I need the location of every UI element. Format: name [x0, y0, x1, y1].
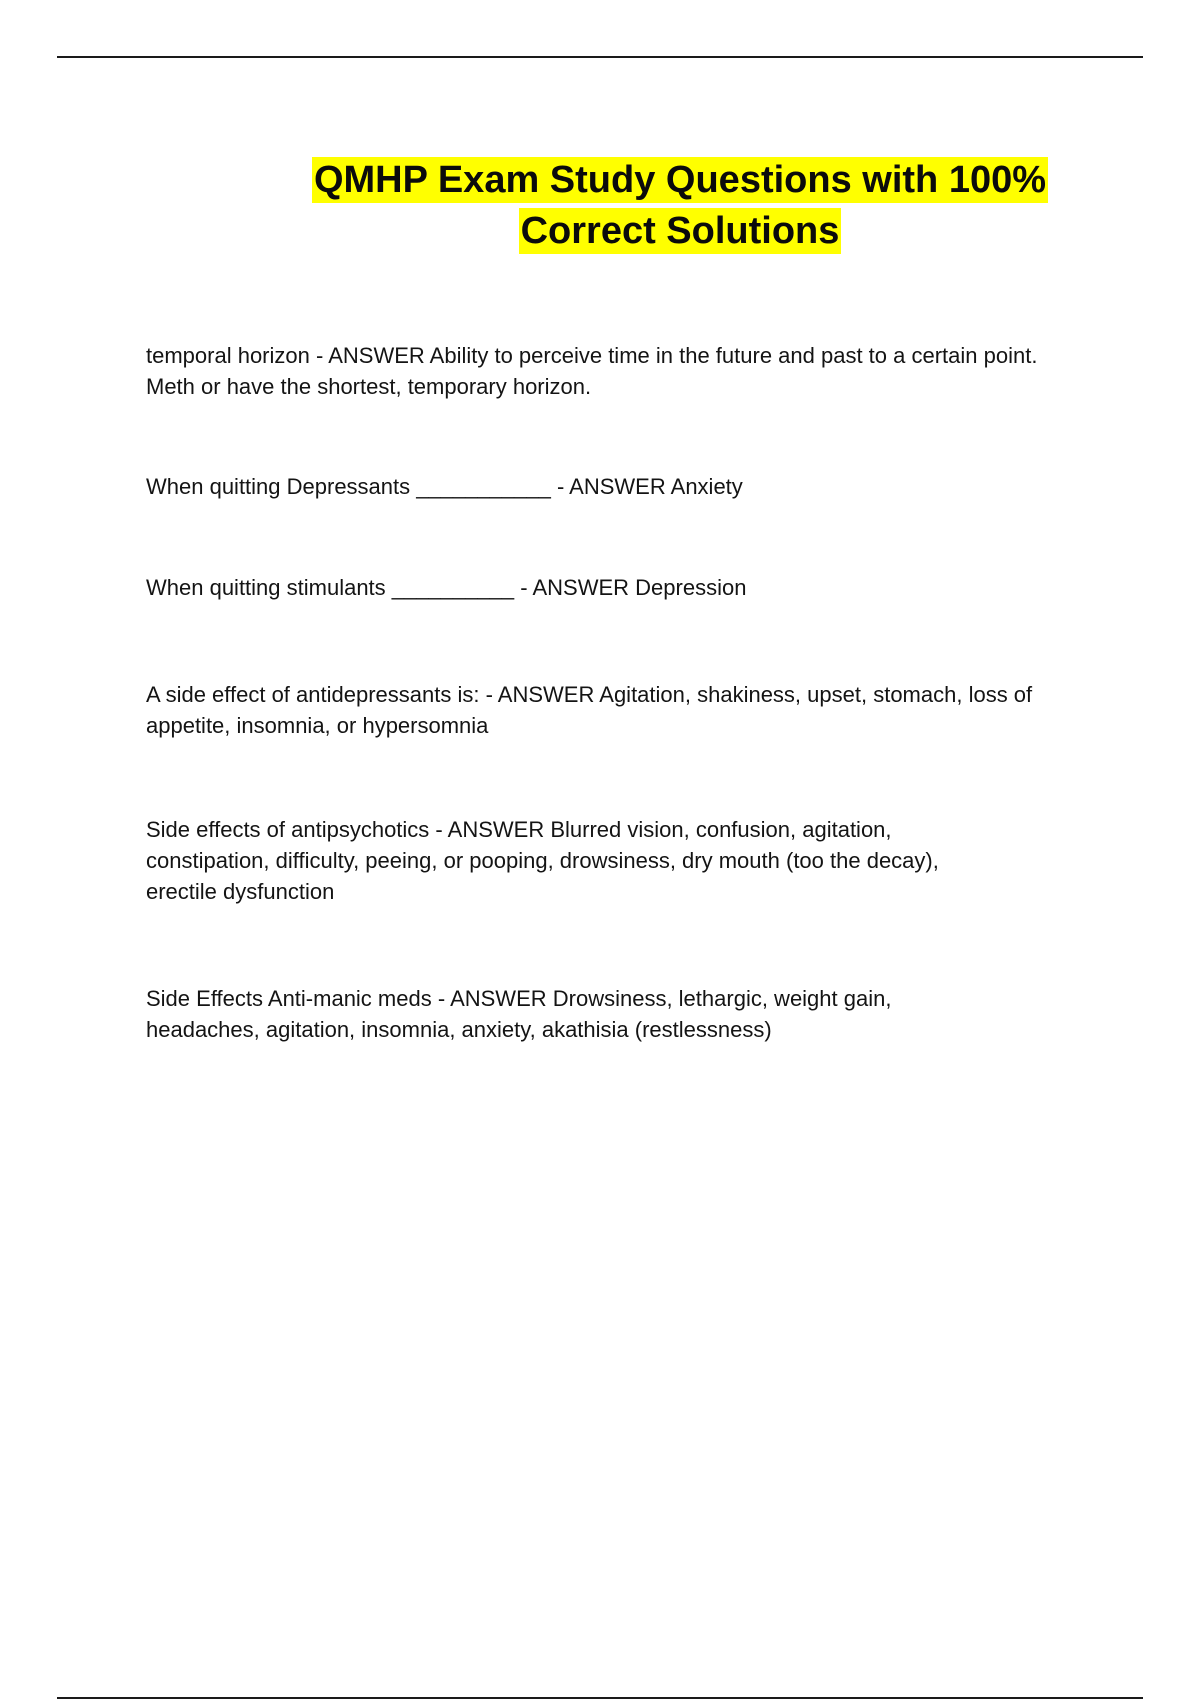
answer-marker: - ANSWER [431, 986, 553, 1011]
qa-item [146, 679, 1086, 741]
answer-text: Blurred vision, confusion, agitation, constipation, difficulty, peeing, or pooping, drowsiness, dry mouth (too the decay), erectile dysfunction [146, 817, 939, 904]
answer-text: Anxiety [670, 474, 743, 499]
answer-text: Ability to perceive time in the future and past to a certain point. Meth or have the shortest, temporary horizon. [146, 343, 1038, 399]
answer-text: Depression [635, 575, 747, 600]
answer-marker: - ANSWER [514, 575, 636, 600]
answer-text: Drowsiness, lethargic, weight gain, headaches, agitation, insomnia, anxiety, akathisia (restlessness) [146, 986, 892, 1042]
answer-text: Agitation, shakiness, upset, stomach, loss of appetite, insomnia, or hypersomnia [146, 682, 1033, 738]
qa-item [146, 983, 966, 1045]
footer-rule [57, 1697, 1143, 1699]
answer-marker: - ANSWER [550, 474, 671, 499]
qa-item [146, 572, 1086, 603]
answer-marker: - ANSWER [309, 343, 430, 368]
title-line-2: Correct Solutions [520, 210, 840, 252]
question-text: A side effect of antidepressants is: [146, 682, 480, 707]
document-title [300, 155, 1060, 257]
question-text: When quitting Depressants ___________ [146, 474, 551, 499]
question-text: Side Effects Anti-manic meds [146, 986, 432, 1011]
question-text: temporal horizon [146, 343, 310, 368]
qa-item [146, 471, 1086, 502]
header-rule [57, 56, 1143, 58]
qa-item [146, 340, 1086, 402]
question-text: Side effects of antipsychotics [146, 817, 430, 842]
question-text: When quitting stimulants __________ [146, 575, 515, 600]
answer-marker: - ANSWER [429, 817, 551, 842]
title-line-1: QMHP Exam Study Questions with 100% [313, 159, 1047, 201]
qa-item [146, 814, 966, 907]
answer-marker: - ANSWER [479, 682, 600, 707]
